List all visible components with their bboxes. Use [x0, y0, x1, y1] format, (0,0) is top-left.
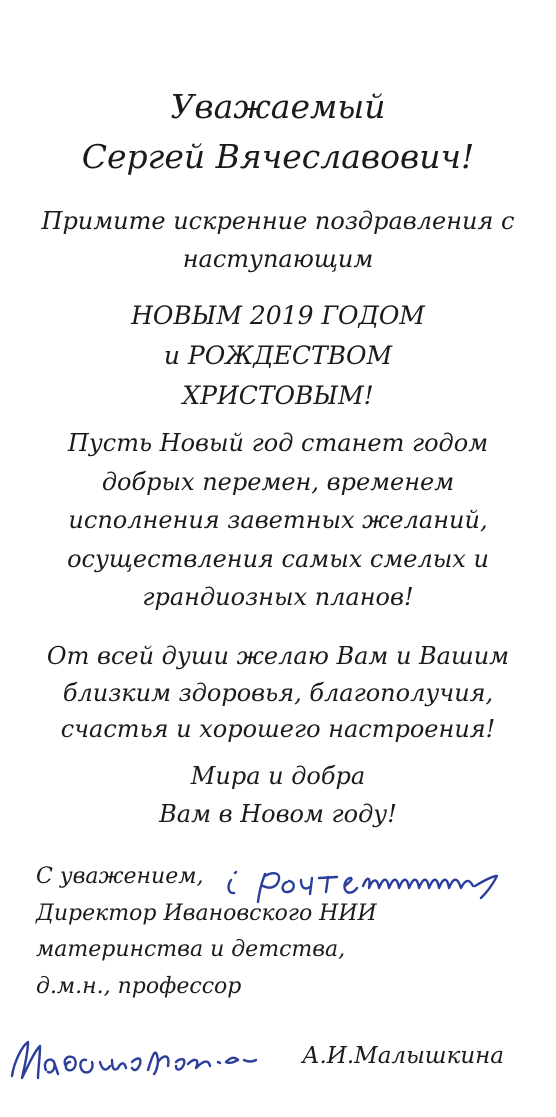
holiday-line-3: ХРИСТОВЫМ! — [182, 381, 374, 410]
wish1-line-2: добрых перемен, временем — [101, 467, 455, 496]
wish1-line-5: грандиозных планов! — [142, 583, 414, 611]
peace-line-1: Мира и добра — [190, 762, 366, 790]
signer-position: Директор Ивановского НИИ — [36, 900, 377, 926]
handwritten-signature — [4, 1032, 279, 1094]
wish2-line-3: счастья и хорошего настроения! — [60, 715, 496, 743]
holiday-line-1: НОВЫМ 2019 ГОДОМ — [131, 301, 425, 330]
intro-paragraph — [0, 202, 556, 278]
handwritten-note — [225, 858, 515, 908]
closing-wish — [0, 757, 556, 833]
wish1-line-3: исполнения заветных желаний, — [68, 506, 488, 534]
wish-paragraph-2 — [0, 638, 556, 748]
wish1-line-1: Пусть Новый год станет годом — [67, 429, 489, 457]
salutation-line-1: Уважаемый — [170, 87, 386, 126]
recipient-name: Сергей Вячеславович! — [81, 137, 475, 176]
holiday-heading — [0, 296, 556, 416]
wish2-line-1: От всей души желаю Вам и Вашим — [46, 642, 510, 670]
intro-line-1: Примите искренние поздравления с — [41, 207, 515, 235]
salutation — [0, 82, 556, 182]
wish1-line-4: осуществления самых смелых и — [67, 544, 489, 573]
wish2-line-2: близким здоровья, благополучия, — [62, 678, 494, 707]
signer-institution: материнства и детства, — [36, 937, 346, 962]
holiday-line-2: и РОЖДЕСТВОМ — [163, 341, 393, 370]
regards-text: С уважением, — [36, 864, 204, 889]
wish-paragraph-1 — [0, 424, 556, 617]
signer-name: А.И.Малышкина — [302, 1043, 504, 1069]
intro-line-2: наступающим — [182, 245, 374, 273]
peace-line-2: Вам в Новом году! — [159, 800, 397, 828]
signer-degree: д.м.н., профессор — [36, 973, 242, 999]
